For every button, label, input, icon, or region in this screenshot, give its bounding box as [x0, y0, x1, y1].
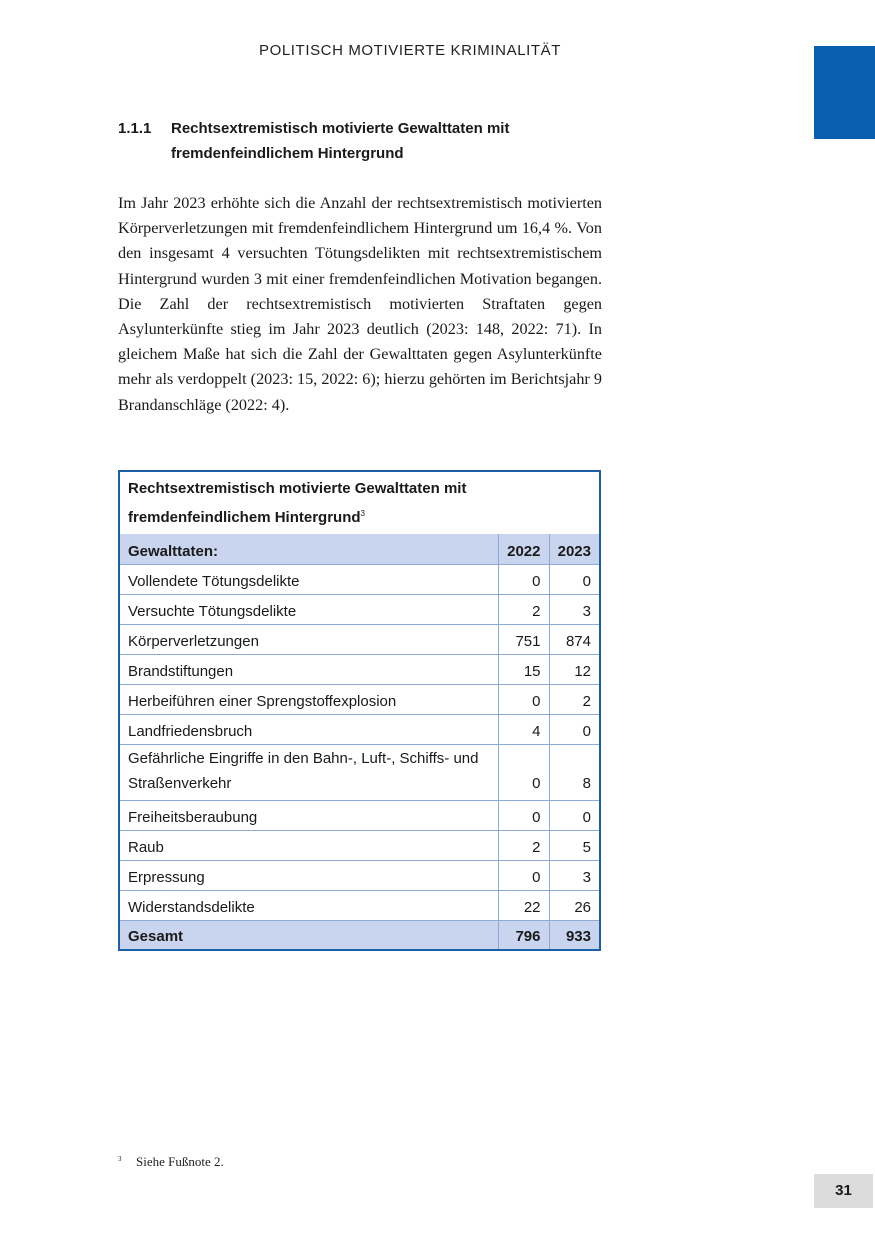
row-label: Freiheitsberaubung [119, 800, 498, 830]
caption-footnote-ref: 3 [360, 509, 365, 518]
row-value-2022: 22 [498, 890, 549, 920]
header-year-2022: 2022 [498, 534, 549, 564]
row-value-2023: 26 [549, 890, 600, 920]
section-heading [118, 116, 602, 166]
table-row [119, 624, 600, 654]
footnote-mark: 3 [118, 1155, 122, 1163]
row-value-2022: 2 [498, 830, 549, 860]
table-row [119, 860, 600, 890]
page-number: 31 [814, 1174, 873, 1208]
table-row [119, 564, 600, 594]
row-value-2023: 2 [549, 684, 600, 714]
row-value-2023: 0 [549, 564, 600, 594]
running-header: POLITISCH MOTIVIERTE KRIMINALITÄT [258, 42, 562, 59]
total-label: Gesamt [119, 920, 498, 950]
row-label: Erpressung [119, 860, 498, 890]
row-value-2023: 12 [549, 654, 600, 684]
violence-statistics-table [118, 470, 601, 951]
row-label: Vollendete Tötungsdelikte [119, 564, 498, 594]
row-label: Landfriedensbruch [119, 714, 498, 744]
table-caption [119, 471, 600, 534]
row-value-2022: 15 [498, 654, 549, 684]
row-value-2022: 0 [498, 744, 549, 800]
row-value-2023: 0 [549, 714, 600, 744]
table-row [119, 800, 600, 830]
section-number: 1.1.1 [118, 120, 152, 137]
table-row [119, 714, 600, 744]
row-label: Brandstiftungen [119, 654, 498, 684]
table-header-row [119, 534, 600, 564]
row-value-2022: 4 [498, 714, 549, 744]
table-row [119, 594, 600, 624]
row-value-2023: 8 [549, 744, 600, 800]
table-total-row [119, 920, 600, 950]
table-row [119, 830, 600, 860]
table-caption-row [119, 471, 600, 534]
row-value-2022: 0 [498, 860, 549, 890]
row-value-2023: 0 [549, 800, 600, 830]
section-title: Rechtsextremistisch motivierte Gewalttaten mit fremdenfeindlichem Hintergrund [171, 120, 510, 162]
row-label: Raub [119, 830, 498, 860]
header-year-2023: 2023 [549, 534, 600, 564]
total-value-2023: 933 [549, 920, 600, 950]
table-row [119, 654, 600, 684]
row-value-2023: 5 [549, 830, 600, 860]
total-value-2022: 796 [498, 920, 549, 950]
table-row [119, 890, 600, 920]
footnote-text: Siehe Fußnote 2. [136, 1154, 224, 1169]
row-value-2023: 874 [549, 624, 600, 654]
footnote [118, 1154, 602, 1170]
row-value-2022: 0 [498, 800, 549, 830]
row-value-2023: 3 [549, 860, 600, 890]
row-value-2023: 3 [549, 594, 600, 624]
chapter-tab-marker [814, 46, 875, 139]
row-value-2022: 0 [498, 564, 549, 594]
body-paragraph: Im Jahr 2023 erhöhte sich die Anzahl der rechtsextremistisch motivierten Körperverletzungen mit fremdenfeindlichem Hintergrund um 16,4 %. Von den insgesamt 4 versuchten Tötungsdelikten mit rechtsextremistischem Hintergrund wurden 3 mit einer fremdenfeindlichen Motivation begangen. Die Zahl der rechtsextremistisch motivierten Straftaten gegen Asylunterkünfte stieg im Jahr 2023 deutlich (2023: 148, 2022: 71). In gleichem Maße hat sich die Zahl der Gewalttaten gegen Asylunterkünfte mehr als verdoppelt (2023: 15, 2022: 6); hierzu gehörten im Berichtsjahr 9 Brandanschläge (2022: 4). [118, 194, 602, 414]
row-value-2022: 2 [498, 594, 549, 624]
row-value-2022: 0 [498, 684, 549, 714]
table-row [119, 684, 600, 714]
row-value-2022: 751 [498, 624, 549, 654]
row-label: Körperverletzungen [119, 624, 498, 654]
row-label: Widerstandsdelikte [119, 890, 498, 920]
row-label: Versuchte Tötungsdelikte [119, 594, 498, 624]
row-label: Herbeiführen einer Sprengstoffexplosion [119, 684, 498, 714]
table-row [119, 744, 600, 800]
table-caption-text: Rechtsextremistisch motivierte Gewalttaten mit fremdenfeindlichem Hintergrund [128, 480, 467, 526]
row-label: Gefährliche Eingriffe in den Bahn-, Luft-, Schiffs- und Straßenverkehr [119, 744, 498, 800]
header-label: Gewalttaten: [119, 534, 498, 564]
